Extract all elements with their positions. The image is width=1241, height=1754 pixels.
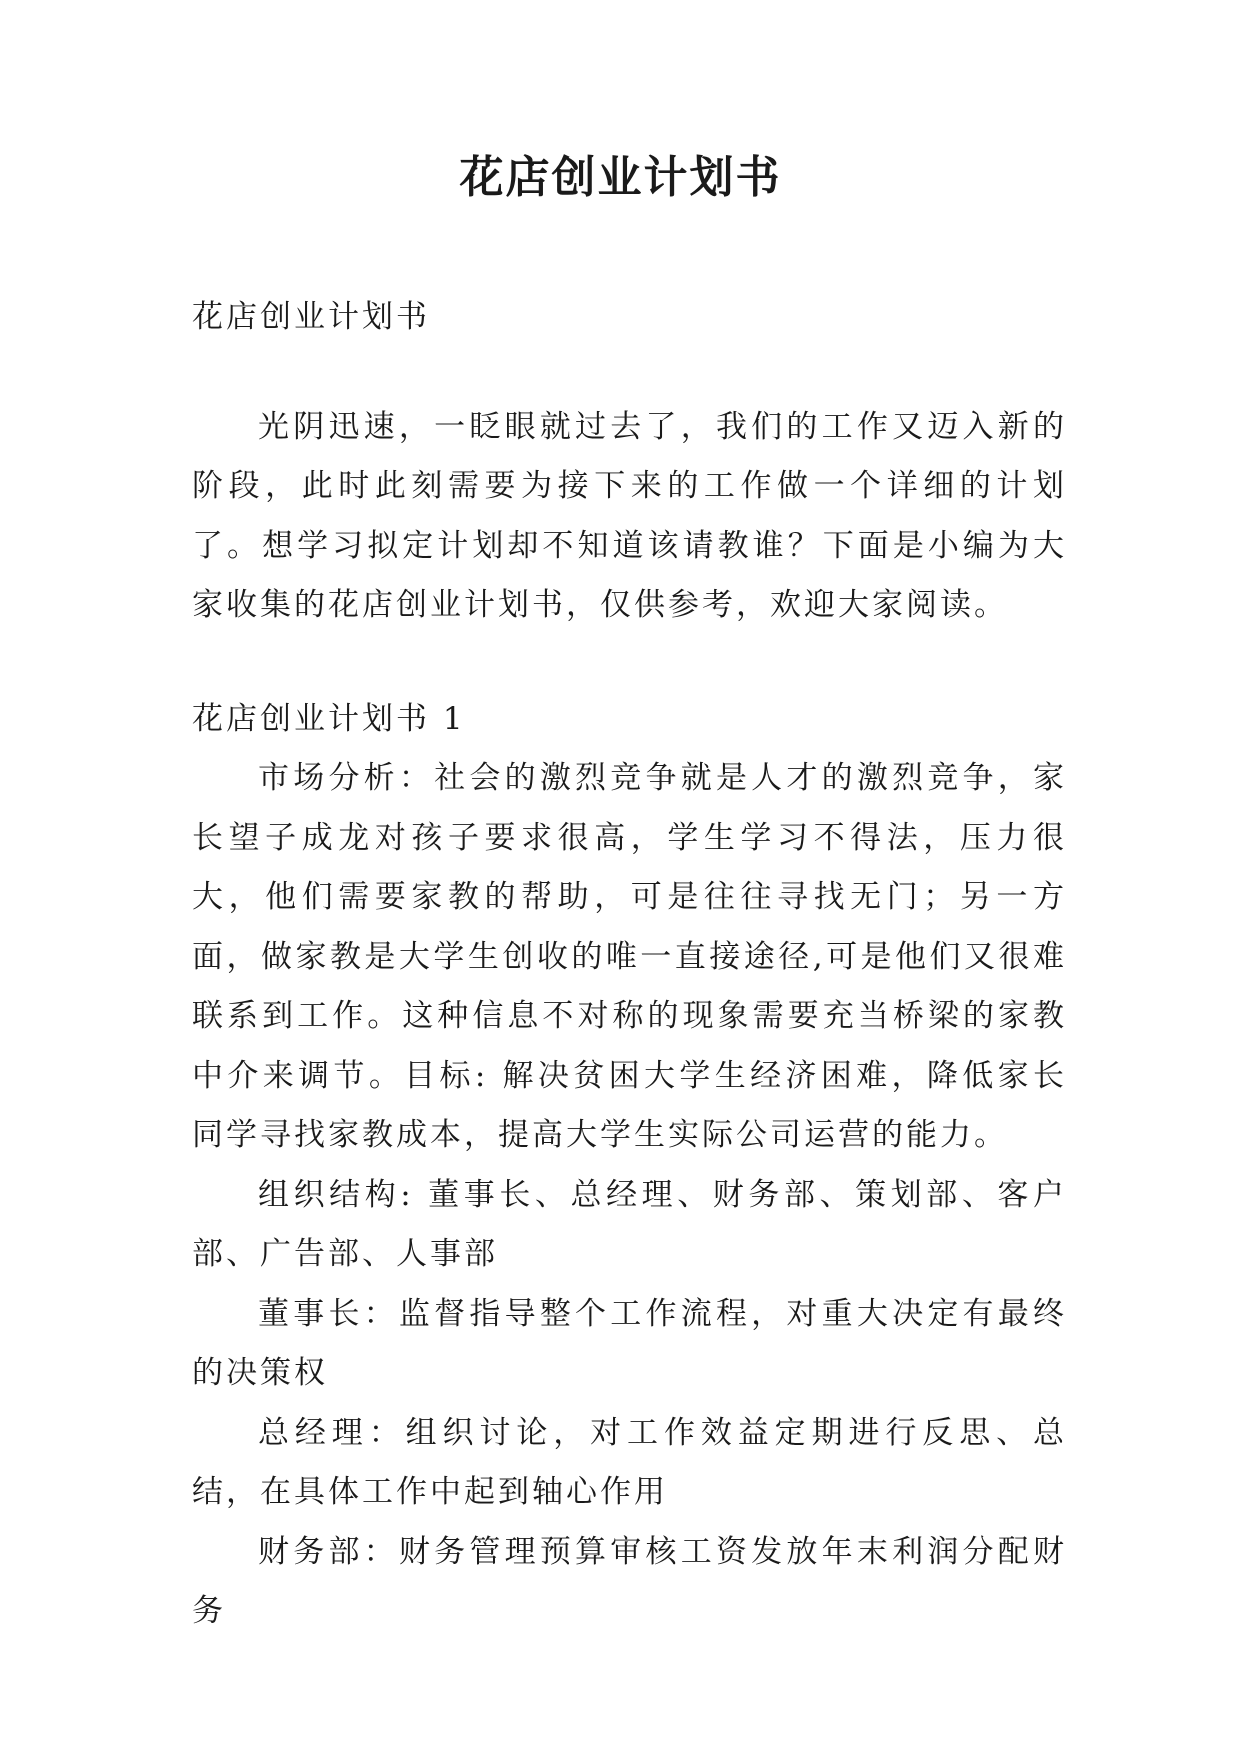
paragraph-org-structure: 组织结构: 董事长、总经理、财务部、策划部、客户部、广告部、人事部	[192, 1176, 1067, 1272]
paragraph-market-analysis: 市场分析：社会的激烈竞争就是人才的激烈竞争，家长望子成龙对孩子要求很高，学生学习不得法，压力很大，他们需要家教的帮助，可是往往寻找无门；另一方面，做家教是大学生创收的唯一直接途径,可是他们又很难联系到工作。这种信息不对称的现象需要充当桥梁的家教中介来调节。目标: 解决贫困大学生经济困难，降低家长同学寻找家教成本，提高大学生实际公司运营的能力。	[192, 760, 1067, 1153]
paragraph-finance: 财务部：财务管理预算审核工资发放年末利润分配财务	[192, 1533, 1067, 1629]
document-title: 花店创业计划书	[459, 152, 782, 203]
intro-paragraph: 光阴迅速，一眨眼就过去了，我们的工作又迈入新的阶段，此时此刻需要为接下来的工作做一个详细的计划了。想学习拟定计划却不知道该请教谁？下面是小编为大家收集的花店创业计划书，仅供参考，欢迎大家阅读。	[192, 408, 1067, 623]
paragraph-general-manager: 总经理：组织讨论，对工作效益定期进行反思、总结，在具体工作中起到轴心作用	[192, 1414, 1067, 1510]
document-subtitle: 花店创业计划书	[192, 299, 430, 335]
section-heading: 花店创业计划书 1	[192, 700, 466, 737]
paragraph-chairman: 董事长：监督指导整个工作流程，对重大决定有最终的决策权	[192, 1295, 1067, 1391]
document-body	[192, 288, 1067, 1642]
